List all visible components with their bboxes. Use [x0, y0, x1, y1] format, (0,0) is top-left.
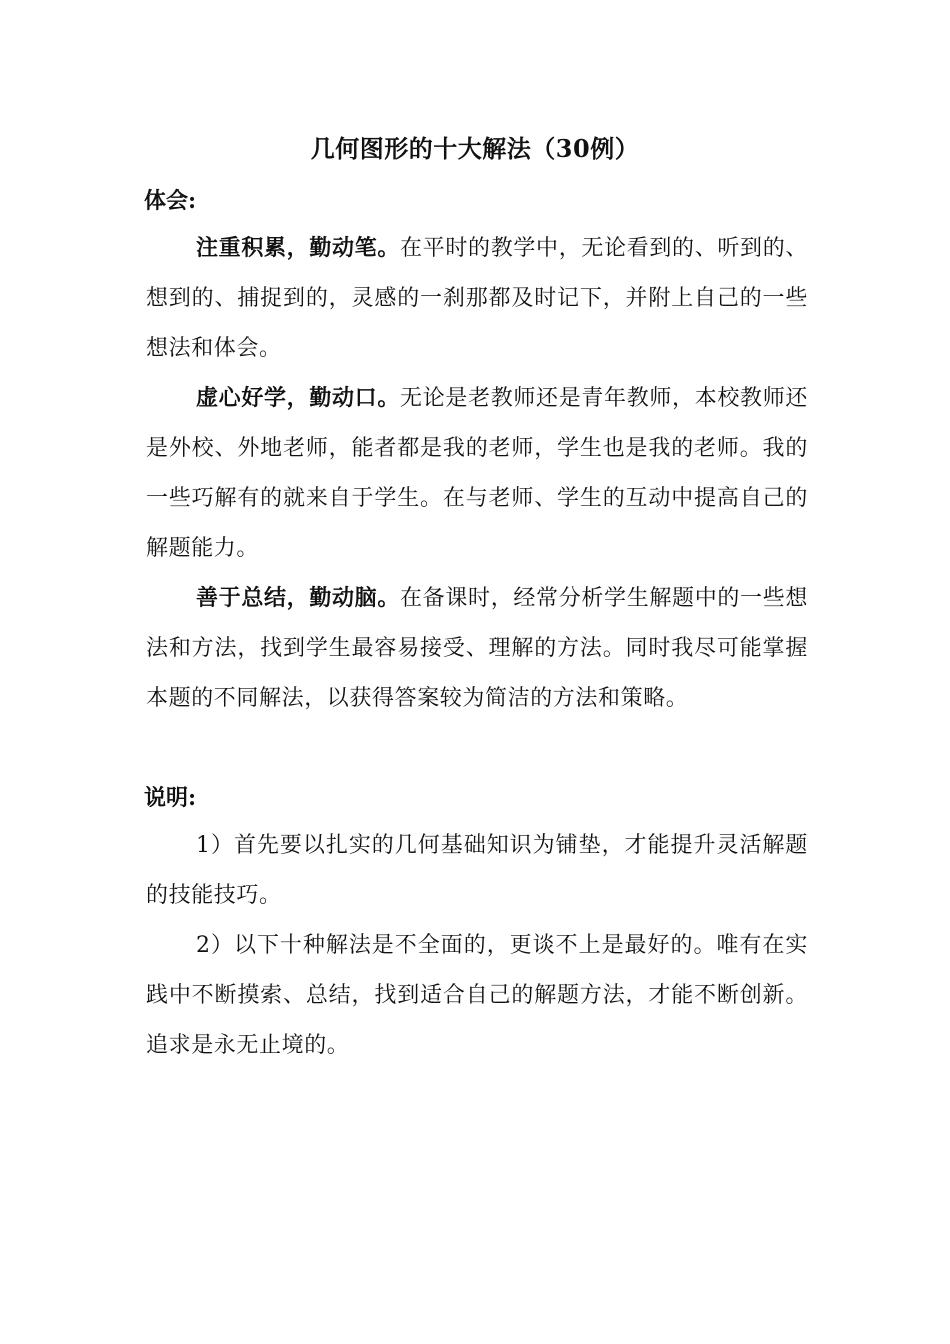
paragraph-lead: 虚心好学，勤动口。: [196, 385, 401, 411]
paragraph-text: 在备课时，经常分析学生解题中的一些想法和方法，找到学生最容易接受、理解的方法。同时我尽可能掌握本题的不同解法，以获得答案较为简洁的方法和策略。: [146, 586, 808, 711]
paragraph-text: 无论是老教师还是青年教师，本校教师还是外校、外地老师，能者都是我的老师，学生也是我的老师。我的一些巧解有的就来自于学生。在与老师、学生的互动中提高自己的解题能力。: [146, 386, 808, 561]
paragraph-lead: 善于总结，勤动脑。: [196, 585, 401, 611]
paragraph: [146, 573, 808, 724]
paragraph: [146, 373, 808, 574]
paragraph: [146, 920, 808, 1071]
paragraph-text: 1）首先要以扎实的几何基础知识为铺垫，才能提升灵活解题的技能技巧。: [146, 833, 808, 908]
paragraph-text: 2）以下十种解法是不全面的，更谈不上是最好的。唯有在实践中不断摸索、总结，找到适合自己的解题方法，才能不断创新。追求是永无止境的。: [146, 933, 808, 1058]
section-heading-experience: 体会:: [144, 188, 197, 214]
paragraph: [146, 820, 808, 921]
paragraph-lead: 注重积累，勤动笔。: [196, 235, 401, 261]
paragraph-text: 在平时的教学中，无论看到的、听到的、想到的、捕捉到的，灵感的一刹那都及时记下，并附上自己的一些想法和体会。: [146, 236, 808, 361]
document-title: 几何图形的十大解法（30例）: [310, 134, 640, 163]
section-heading-notes: 说明:: [144, 785, 197, 811]
paragraph: [146, 223, 808, 374]
